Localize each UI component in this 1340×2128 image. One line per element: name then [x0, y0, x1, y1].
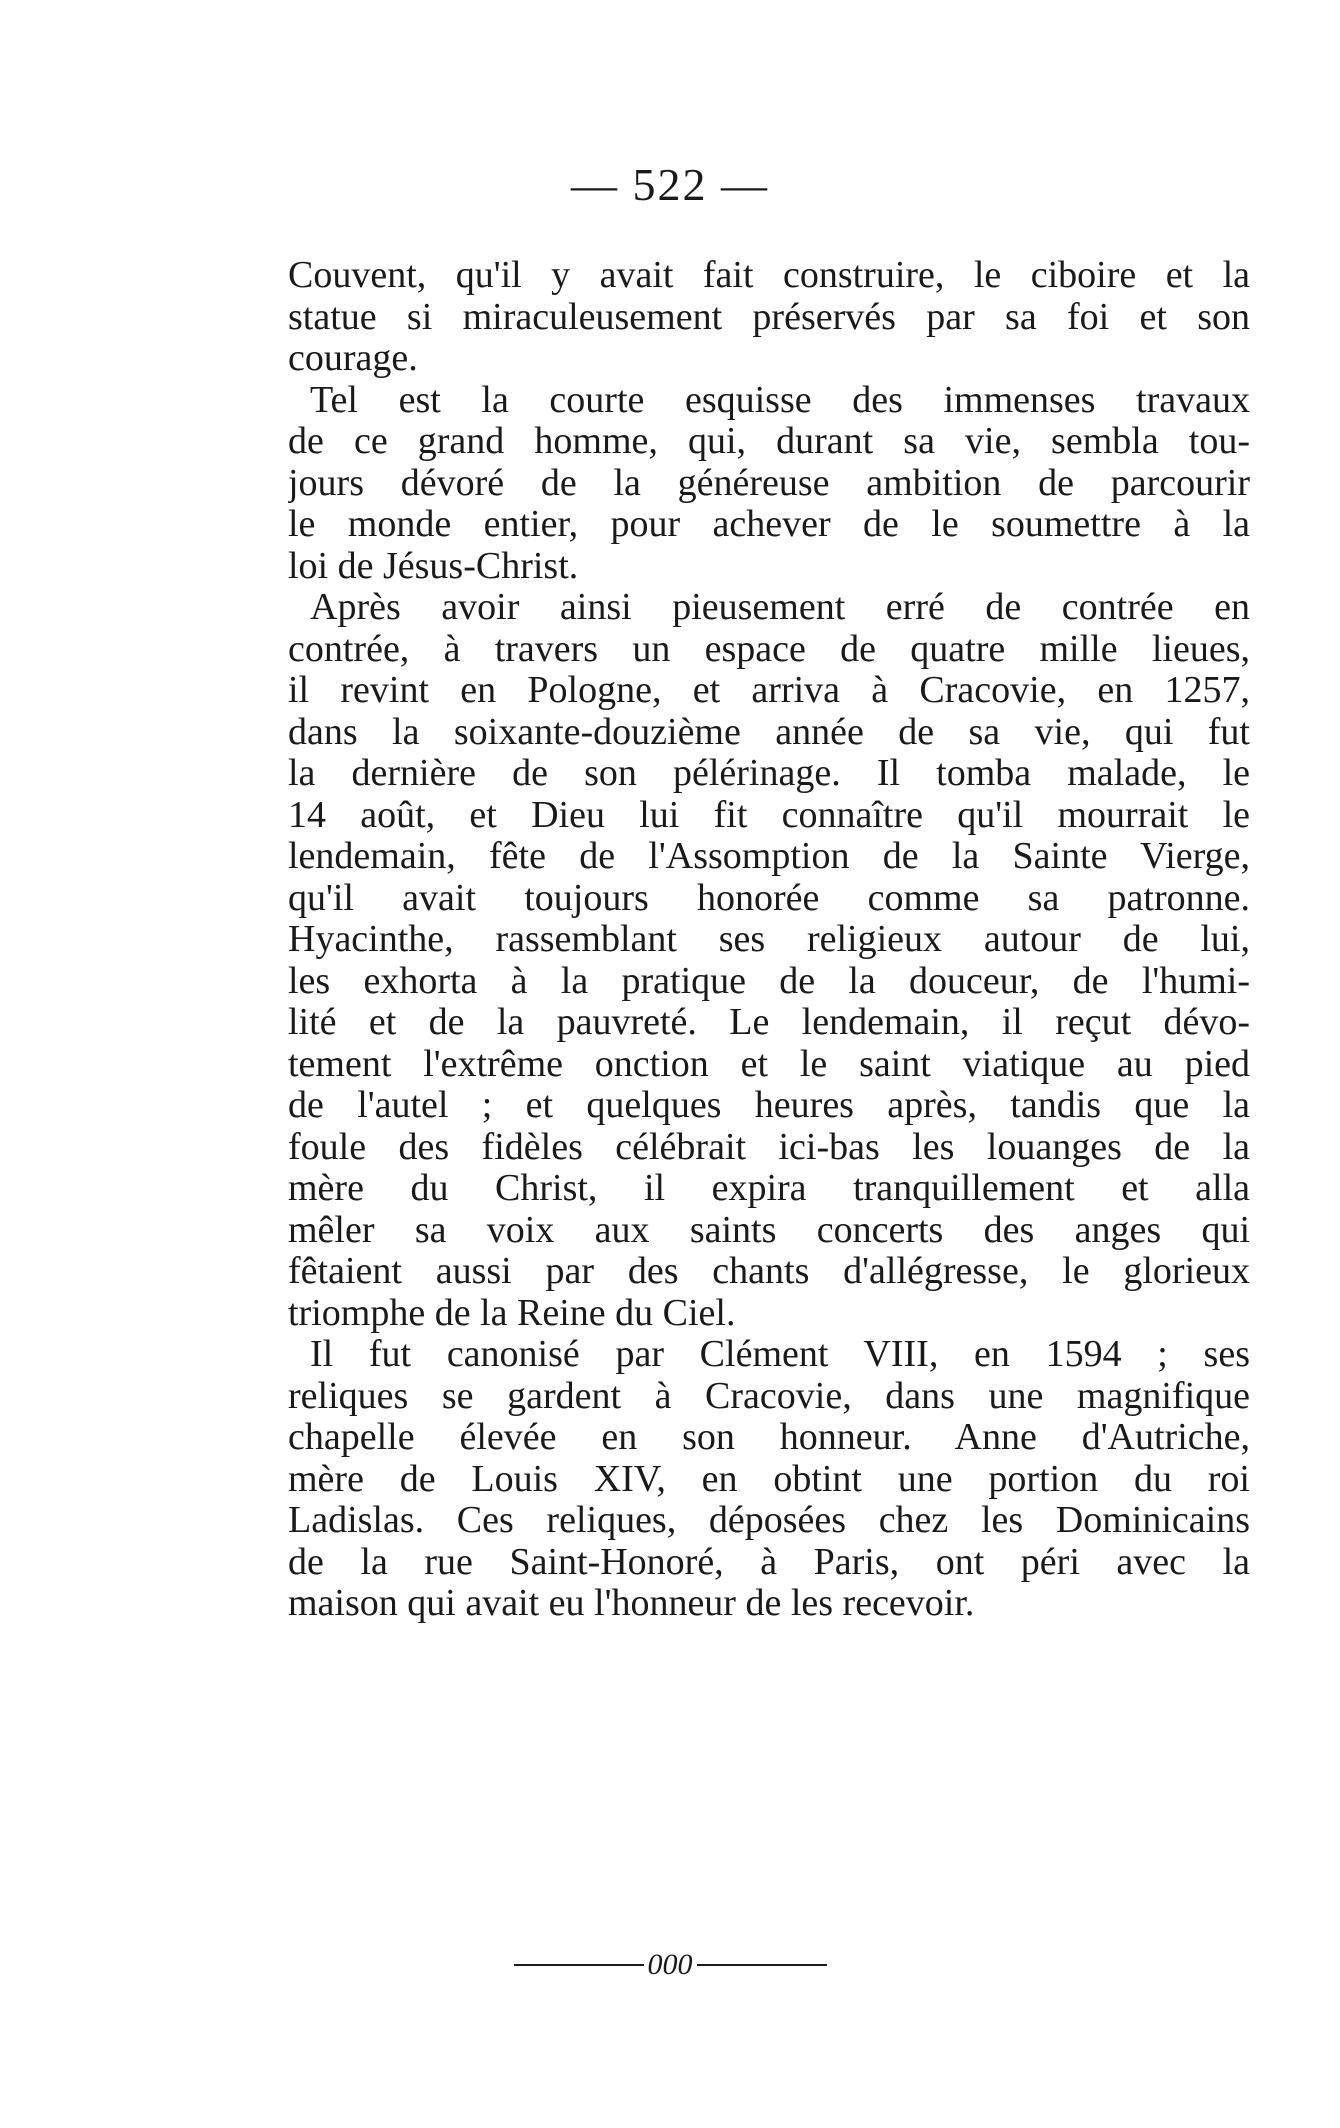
text-line: de ce grand homme, qui, durant sa vie, sembla tou-	[288, 421, 1250, 462]
text-line: statue si miraculeusement préservés par sa foi et son	[288, 296, 1250, 338]
text-line: qu'il avait toujours honorée comme sa patronne.	[288, 877, 1250, 919]
text-line: reliques se gardent à Cracovie, dans une magnifique	[288, 1375, 1250, 1417]
text-line: lendemain, fête de l'Assomption de la Sainte Vierge,	[288, 836, 1250, 877]
paragraph	[288, 1334, 1250, 1625]
paragraph	[288, 380, 1250, 588]
text-line: de l'autel ; et quelques heures après, tandis que la	[288, 1085, 1250, 1126]
text-line: la dernière de son pélérinage. Il tomba malade, le	[288, 753, 1250, 794]
text-line: Hyacinthe, rassemblant ses religieux autour de lui,	[288, 919, 1250, 960]
body-text	[288, 255, 1250, 1625]
text-line: Tel est la courte esquisse des immenses travaux	[310, 379, 1250, 421]
text-line: lité et de la pauvreté. Le lendemain, il reçut dévo-	[288, 1002, 1250, 1043]
text-line: dans la soixante-douzième année de sa vie, qui fut	[288, 711, 1250, 753]
text-line: maison qui avait eu l'honneur de les recevoir.	[288, 1583, 975, 1624]
text-line: chapelle élevée en son honneur. Anne d'Autriche,	[288, 1417, 1250, 1458]
text-line: triomphe de la Reine du Ciel.	[288, 1292, 736, 1334]
text-line: loi de Jésus-Christ.	[288, 545, 579, 587]
page-number: — 522 —	[571, 159, 769, 210]
text-line: Après avoir ainsi pieusement erré de contrée en	[310, 587, 1250, 628]
ornament-rule-right	[697, 1964, 827, 1966]
text-line: jours dévoré de la généreuse ambition de parcourir	[288, 462, 1250, 504]
text-line: 14 août, et Dieu lui fit connaître qu'il mourrait le	[288, 794, 1250, 836]
text-line: les exhorta à la pratique de la douceur, de l'humi-	[288, 960, 1250, 1002]
text-line: Couvent, qu'il y avait fait construire, le ciboire et la	[288, 255, 1250, 296]
text-line: Il fut canonisé par Clément VIII, en 1594 ; ses	[310, 1334, 1250, 1375]
text-line: mère de Louis XIV, en obtint une portion du roi	[288, 1458, 1250, 1500]
closing-mark: 000	[647, 1948, 693, 1981]
text-line: il revint en Pologne, et arriva à Cracovie, en 1257,	[288, 670, 1250, 711]
paragraph	[288, 255, 1250, 380]
text-line: mère du Christ, il expira tranquillement et alla	[288, 1168, 1250, 1209]
text-line: contrée, à travers un espace de quatre mille lieues,	[288, 628, 1250, 670]
text-line: le monde entier, pour achever de le soumettre à la	[288, 504, 1250, 545]
ornament-rule-left	[514, 1964, 644, 1966]
paragraph	[288, 587, 1250, 1334]
text-line: foule des fidèles célébrait ici-bas les louanges de la	[288, 1126, 1250, 1168]
text-line: tement l'extrême onction et le saint viatique au pied	[288, 1043, 1250, 1085]
text-line: Ladislas. Ces reliques, déposées chez les Dominicains	[288, 1500, 1250, 1541]
text-line: mêler sa voix aux saints concerts des anges qui	[288, 1209, 1250, 1251]
text-line: fêtaient aussi par des chants d'allégresse, le glorieux	[288, 1251, 1250, 1292]
text-line: de la rue Saint-Honoré, à Paris, ont péri avec la	[288, 1541, 1250, 1583]
text-line: courage.	[288, 338, 418, 379]
closing-ornament	[0, 1948, 1340, 1982]
